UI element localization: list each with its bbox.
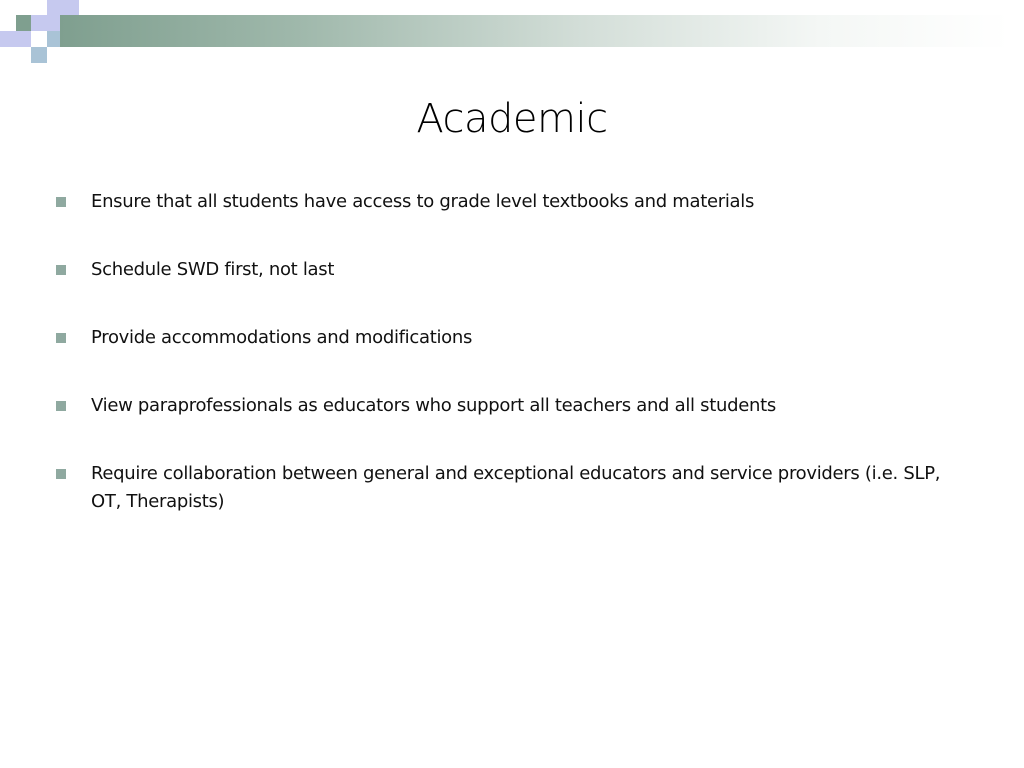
decor-square [47,0,63,16]
bullet-text: Require collaboration between general and exceptional educators and service providers (i.e. SLP, OT, Therapists) [91,463,941,512]
decor-square [15,31,31,47]
bullet-text: Ensure that all students have access to grade level textbooks and materials [91,191,755,212]
bullet-text: View paraprofessionals as educators who support all teachers and all students [91,395,776,416]
bullet-item [56,256,956,284]
slide-title: Academic [416,96,608,142]
bullet-text: Provide accommodations and modifications [91,327,473,348]
bullet-list [56,188,956,556]
decor-square [0,31,16,47]
decor-square [31,0,47,16]
bullet-item [56,460,956,516]
bullet-item [56,188,956,216]
square-bullet-icon [56,265,66,275]
square-bullet-icon [56,197,66,207]
bullet-item [56,324,956,352]
square-bullet-icon [56,469,66,479]
header-gradient-bar [60,15,1010,47]
decor-square [31,15,47,31]
bullet-item [56,392,956,420]
square-bullet-icon [56,333,66,343]
decor-square [0,15,16,31]
square-bullet-icon [56,401,66,411]
decor-square [63,0,79,16]
bullet-text: Schedule SWD first, not last [91,259,335,280]
decor-square [31,47,47,63]
decor-square [15,15,31,31]
